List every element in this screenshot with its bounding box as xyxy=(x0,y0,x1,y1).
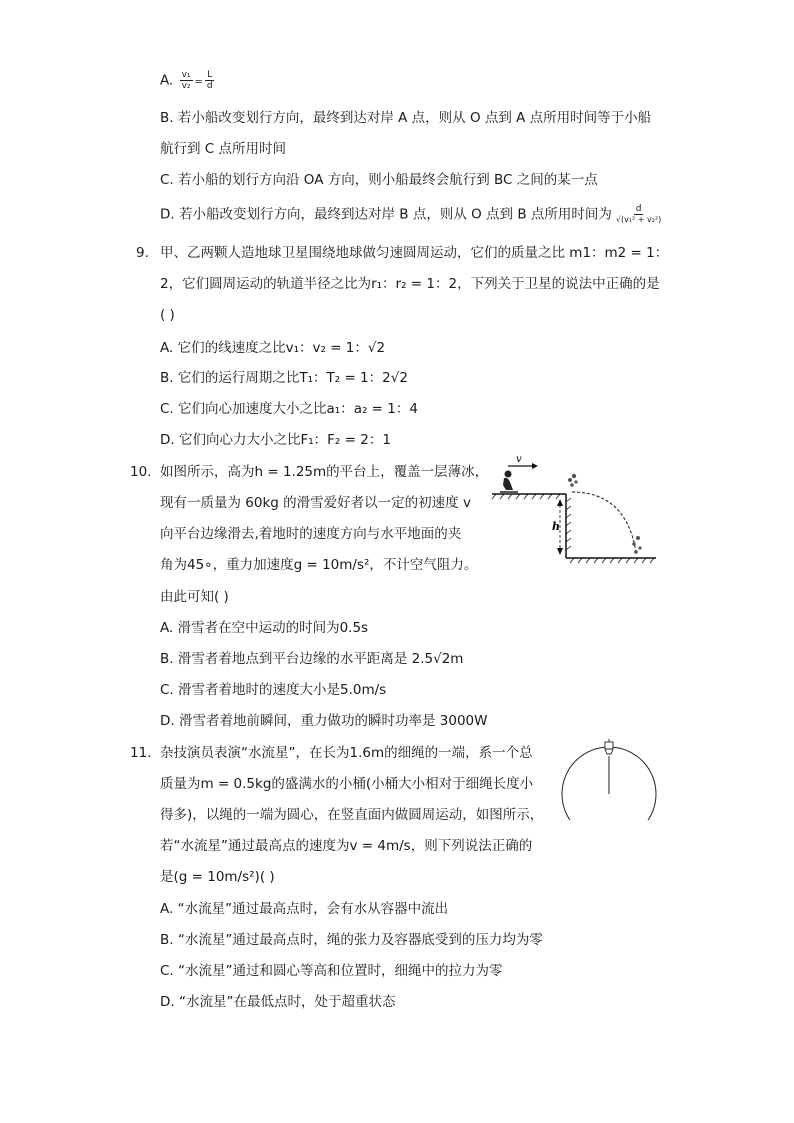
q8-a-fraction-right: $\frac{L}{d}$ xyxy=(206,70,213,91)
q11-stem-line3: 得多)，以绳的一端为圆心，在竖直面内做圆周运动，如图所示， xyxy=(160,807,544,823)
q8-option-a[interactable]: A. $\frac{\text{v₁}}{\text{v₂}}$ = $\frac{L}{d}$ xyxy=(160,70,213,91)
q10-stem-line5: 由此可知( ) xyxy=(160,589,229,605)
q9-stem-line2: 2，它们圆周运动的轨道半径之比为r₁：r₂ = 1：2，下列关于卫星的说法中正确的是 xyxy=(160,276,660,292)
q11-option-c[interactable]: C. “水流星”通过和圆心等高和位置时，细绳中的拉力为零 xyxy=(160,963,503,979)
q10-option-d[interactable]: D. 滑雪者着地前瞬间，重力做功的瞬时功率是 3000W xyxy=(160,713,488,729)
q8-a-fraction-left: $\frac{\text{v₁}}{\text{v₂}}$ xyxy=(181,70,191,91)
q10-option-c[interactable]: C. 滑雪者着地时的速度大小是5.0m/s xyxy=(160,682,387,698)
q10-option-b[interactable]: B. 滑雪者着地点到平台边缘的水平距离是 2.5√2m xyxy=(160,651,464,667)
q8-option-c[interactable]: C. 若小船的划行方向沿 OA 方向，则小船最终会航行到 BC 之间的某一点 xyxy=(160,172,598,188)
q11-option-a[interactable]: A. “水流星”通过最高点时，会有水从容器中流出 xyxy=(160,901,449,917)
q10-stem-line2: 现有一质量为 60kg 的滑雪爱好者以一定的初速度 v xyxy=(160,495,471,511)
q11-option-d[interactable]: D. “水流星”在最低点时，处于超重状态 xyxy=(160,994,396,1010)
snow-splash-icon xyxy=(568,474,642,554)
q10-option-a[interactable]: A. 滑雪者在空中运动的时间为0.5s xyxy=(160,620,369,636)
q9-stem-line1: 甲、乙两颗人造地球卫星围绕地球做匀速圆周运动，它们的质量之比 m1：m2 = 1： xyxy=(160,245,669,261)
q9-option-c[interactable]: C. 它们向心加速度大小之比a₁：a₂ = 1：4 xyxy=(160,401,418,417)
q9-option-a[interactable]: A. 它们的线速度之比v₁：v₂ = 1：√2 xyxy=(160,340,386,356)
bucket-icon xyxy=(605,739,613,754)
q9-stem-line3: ( ) xyxy=(160,307,175,323)
skier-icon xyxy=(500,471,518,493)
q8-option-b-line2: 航行到 C 点所用时间 xyxy=(160,141,287,157)
q11-stem-line1: 杂技演员表演“水流星”，在长为1.6m的细绳的一端，系一个总 xyxy=(160,745,533,761)
q11-stem-line5: 是(g = 10m/s²)( ) xyxy=(160,869,275,885)
q10-stem-line3: 向平台边缘滑去,着地时的速度方向与水平地面的夹 xyxy=(160,526,462,542)
q11-circle-figure xyxy=(556,736,662,820)
q11-stem-line4: 若“水流星”通过最高点的速度为v = 4m/s，则下列说法正确的 xyxy=(160,838,533,854)
q10-fig-h-label: h xyxy=(552,520,560,533)
q10-number: 10. xyxy=(130,464,152,480)
q10-stem-line1: 如图所示，高为h = 1.25m的平台上，覆盖一层薄冰， xyxy=(160,464,489,480)
q10-stem-line4: 角为45∘，重力加速度g = 10m/s²，不计空气阻力。 xyxy=(160,557,478,573)
q11-number: 11. xyxy=(130,745,152,761)
q9-number: 9. xyxy=(136,245,149,261)
q8-d-fraction: $\frac{d}{\text{√(v₁² + v₂²)}}$ xyxy=(615,204,662,224)
q11-option-b[interactable]: B. “水流星”通过最高点时，绳的张力及容器底受到的压力均为零 xyxy=(160,932,543,948)
q8-option-b-line1[interactable]: B. 若小船改变划行方向，最终到达对岸 A 点，则从 O 点到 A 点所用时间等于小船 xyxy=(160,110,652,126)
q8-option-d[interactable]: D. 若小船改变划行方向，最终到达对岸 B 点，则从 O 点到 B 点所用时间为 $\frac{d}{\text{√(v₁² + v₂²)}}$ xyxy=(160,204,662,224)
q10-ski-figure xyxy=(486,452,666,570)
q11-stem-line2: 质量为m = 0.5kg的盛满水的小桶(小桶大小相对于细绳长度小 xyxy=(160,776,534,792)
q9-option-b[interactable]: B. 它们的运行周期之比T₁：T₂ = 1：2√2 xyxy=(160,370,408,386)
q10-fig-v-label: v xyxy=(516,454,522,465)
q9-option-d[interactable]: D. 它们向心力大小之比F₁：F₂ = 2：1 xyxy=(160,432,391,448)
